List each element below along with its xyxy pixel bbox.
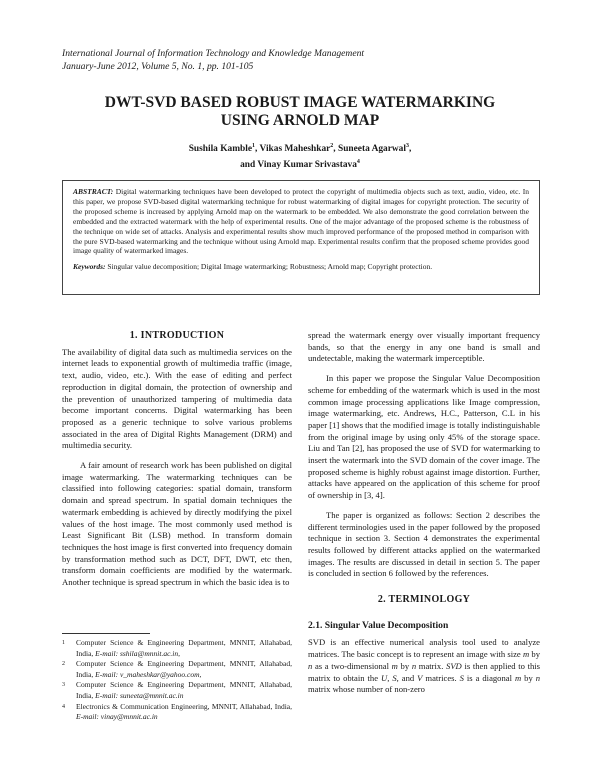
footnote-4: 4 Electronics & Communication Engineering, MNNIT, Allahabad, India, E-mail: vinay@mnnit.ac.in (62, 701, 292, 722)
paper-title (40, 94, 560, 130)
journal-issue: January-June 2012, Volume 5, No. 1, pp. 101-105 (62, 61, 254, 72)
footnotes (62, 638, 292, 723)
intro-paragraph-2: A fair amount of research work has been published on digital image watermarking. The watermarking techniques can be classified into following categories: spatial domain, transform domain and spread spectrum. In spatial domain techniques the watermark embedding is achieved by directly modifying the pixel values of the host image. The most commonly used method is Least Significant Bit (LSB) method. In transform domain techniques the host image is first converted into frequency domain by transformation method such as DCT, DFT, DWT, etc then, transform domain coefficients are modified by the watermark. Another technique is spread spectrum in which the basic idea is to (62, 460, 292, 588)
footnote-3: 3 Computer Science & Engineering Department, MNNIT, Allahabad, India, E-mail: suneeta@mnnit.ac.in (62, 680, 292, 700)
abstract-box (62, 180, 540, 295)
author-3: Suneeta Agarwal (337, 144, 406, 155)
left-column (62, 330, 292, 589)
keywords-label: Keywords: (73, 262, 106, 272)
title-line-1: DWT-SVD BASED ROBUST IMAGE WATERMARKING (104, 94, 496, 111)
author-2-affil: 2 (330, 143, 334, 149)
author-1: Sushila Kamble (188, 144, 252, 155)
footnote-1: 1 Computer Science & Engineering Department, MNNIT, Allahabad, India, E-mail: sshila@mnnit.ac.in, (62, 638, 292, 658)
abstract-label: ABSTRACT: (73, 187, 114, 196)
keywords (73, 262, 529, 272)
intro-paragraph-3: spread the watermark energy over visually important frequency bands, so that the energy in any one band is small and undetectable, making the watermark imperceptible. (308, 330, 540, 364)
section-heading-introduction: 1. INTRODUCTION (129, 330, 225, 341)
intro-paragraph-5: The paper is organized as follows: Section 2 describes the different terminologies used in the paper followed by the proposed technique in section 3. Section 4 demonstrates the experimental results followed by different attacks applied on the watermarked images. The results are discussed in detail in section 5. The paper is concluded in section 6 followed by the references. (308, 509, 540, 579)
author-4-affil: 4 (356, 159, 360, 166)
author-3-affil: 3 (405, 143, 409, 149)
journal-name: International Journal of Information Technology and Knowledge Management (62, 48, 365, 59)
author-list: Sushila Kamble$^1$, Vikas Maheshkar$^2$, Suneeta Agarwal$^3$, and Vinay Kumar Srivastava$^4$ (188, 143, 412, 171)
abstract (73, 187, 529, 256)
abstract-text: Digital watermarking techniques have been developed to protect the copyright of multimedia objects such as text, audio, video, etc. In this paper, we propose SVD-based digital watermarking technique for robust watermarking of digital images for copyright protection. The security of the proposed scheme is increased by applying Arnold map on the watermark to be embedded. We also demonstrate the good correlation between the embedded and the extracted watermark with the help of experimental results. One of the major advantage of the proposed scheme is the robustness of the technique on wide set of attacks. Analysis and experimental results show much improved performance of the proposed method in comparison with the pure SVD-based watermarking and the technique without using Arnold map. Experimental results confirm that the proposed scheme provides good image quality of watermarked images. (73, 187, 529, 256)
footnote-divider (62, 633, 150, 634)
author-2: Vikas Maheshkar (259, 144, 331, 155)
journal-header (62, 47, 364, 73)
keywords-text: Singular value decomposition; Digital Image watermarking; Robustness; Arnold map; Copyright protection. (107, 262, 433, 272)
title-line-2: USING ARNOLD MAP (220, 112, 380, 129)
footnote-2: 2 Computer Science & Engineering Department, MNNIT, Allahabad, India, E-mail: v_maheshkar@yahoo.com, (62, 659, 292, 679)
intro-paragraph-4: In this paper we propose the Singular Value Decomposition scheme for embedding of the watermark which is used in the most common image processing applications like Image compression, image watermarking, etc. Andrews, H.C., Patterson, C.L in his paper [1] shows that the modified image is totally indistinguishable from the original image by using only 45% of the storage space. Liu and Tan [2], has proposed the use of SVD for watermarking to insert the watermark into the SVD domain of the cover image. The proposed scheme is highly robust against image distortion. Further, attacks have appeared on the application of this scheme for proof of ownership in [3, 4]. (308, 373, 540, 501)
author-4: and Vinay Kumar Srivastava (240, 160, 357, 171)
right-column (308, 330, 540, 696)
section-heading-terminology: 2. TERMINOLOGY (377, 594, 471, 606)
svd-paragraph: SVD is an effective numerical analysis tool used to analyze matrices. The basic concept is to represent an image with size m by n as a two-dimensional m by n matrix. SVD is then applied to this matrix to obtain the U, S, and V matrices. S is a diagonal m by n matrix whose number of non-zero (308, 637, 541, 695)
author-1-affil: 1 (252, 143, 255, 149)
subsection-heading-svd: 2.1. Singular Value Decomposition (308, 619, 449, 631)
intro-paragraph-1: The availability of digital data such as multimedia services on the internet leads to exponential growth of multimedia traffic (image, text, audio, video, etc.). With the ease of editing and perfect reproduction in digital domain, the protection of ownership and the prevention of unauthorized tampering of multimedia data become important concerns. Digital watermarking has been proposed as a generic technique to solve various problems associated in the area of Digital Rights Management (DRM) and multimedia security. (62, 346, 292, 451)
